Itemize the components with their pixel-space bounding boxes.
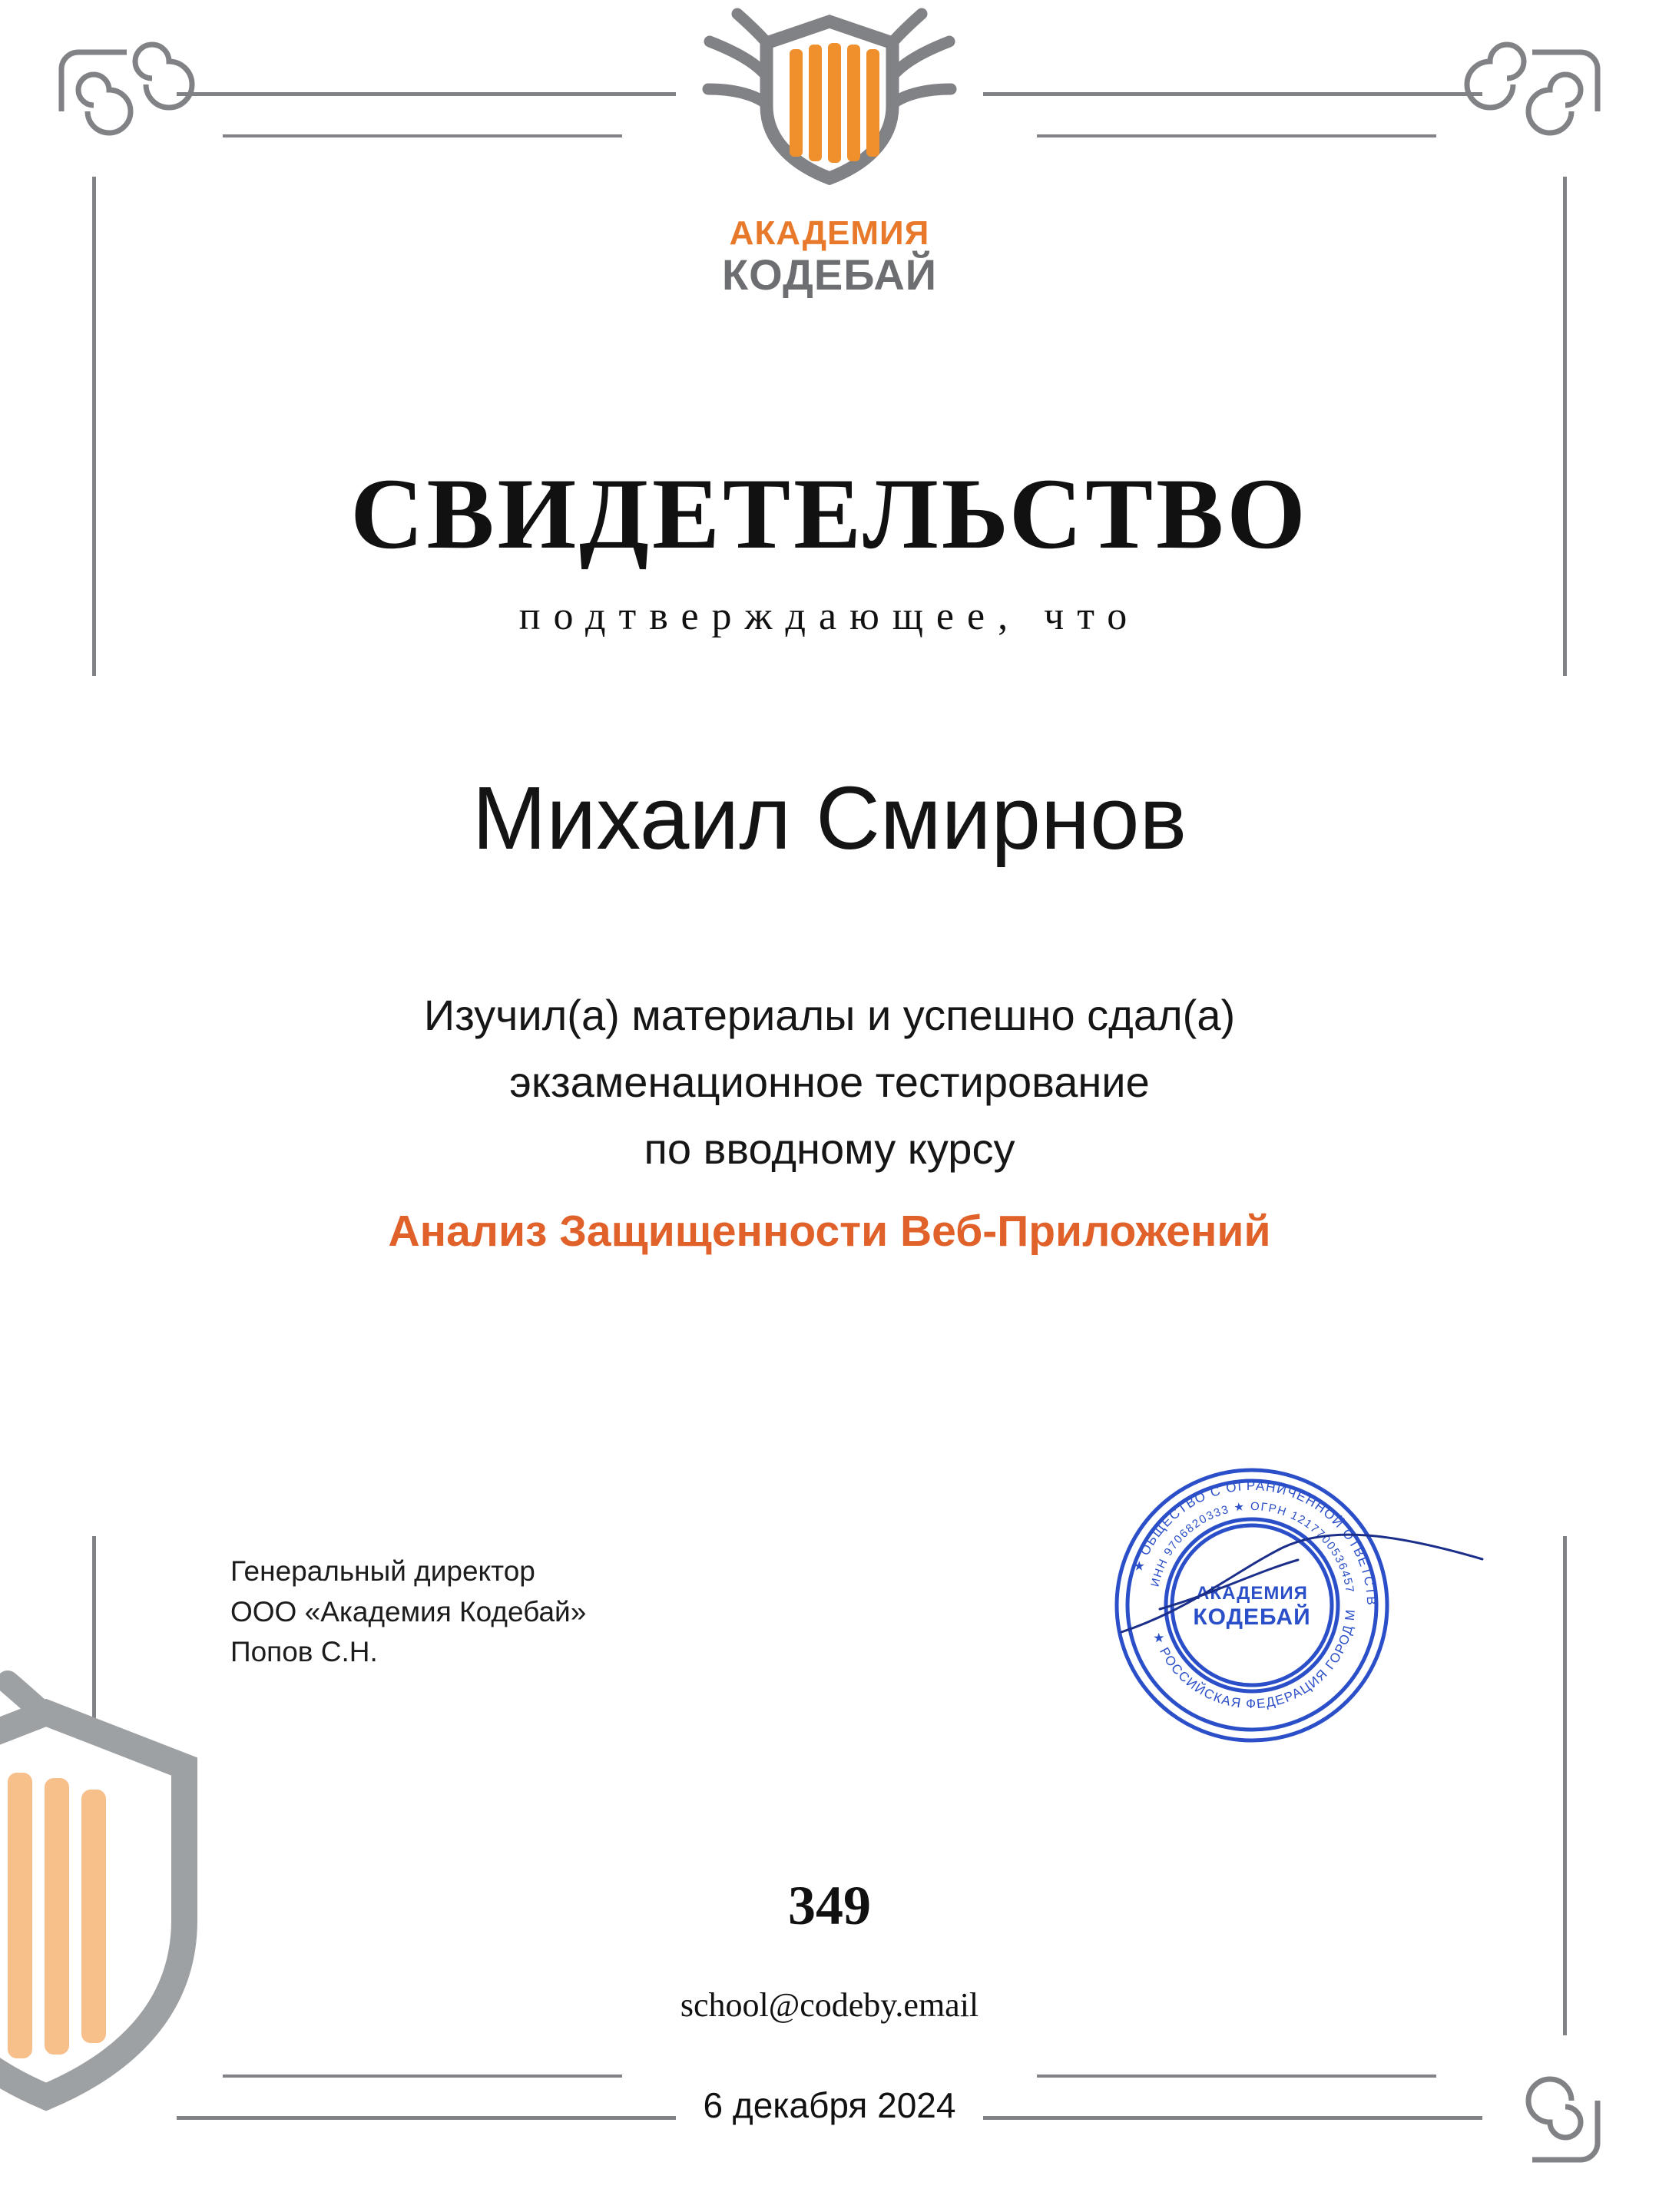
page-title: СВИДЕТЕЛЬСТВО <box>350 457 1309 570</box>
signatory-name: Попов С.Н. <box>230 1636 378 1668</box>
company-stamp-icon <box>1106 1459 1398 1751</box>
corner-ornament-icon <box>54 38 238 223</box>
signatory-role: Генеральный директор <box>230 1555 535 1587</box>
svg-text:КОДЕБАЙ: КОДЕБАЙ <box>1193 1604 1311 1630</box>
certificate-number: 349 <box>788 1875 871 1936</box>
certificate-body <box>0 982 1659 1259</box>
course-name: Анализ Защищенности Веб-Приложений <box>388 1206 1271 1256</box>
svg-text:ИНН 9706820333 ★ ОГРН 121770: ИНН 9706820333 ★ ОГРН 1217700536457 <box>1148 1499 1357 1595</box>
codeby-beetle-shield-icon <box>691 8 968 215</box>
svg-text:★ ОБЩЕСТВО С ОГРАНИЧЕННОЙ ОТВЕ: ★ ОБЩЕСТВО С ОГРАНИЧЕННОЙ ОТВЕТСТВ <box>1130 1478 1379 1607</box>
body-line-2: экзаменационное тестирование <box>509 1057 1150 1106</box>
recipient-name: Михаил Смирнов <box>472 767 1187 868</box>
logo-text-line-1: АКАДЕМИЯ <box>729 214 930 252</box>
svg-text:АКАДЕМИЯ: АКАДЕМИЯ <box>1196 1583 1308 1604</box>
logo-text-line-2: КОДЕБАЙ <box>721 250 938 299</box>
certificate-content <box>0 457 1659 1260</box>
page-subtitle: подтверждающее, что <box>518 594 1141 638</box>
watermark-beetle-icon <box>0 1667 399 2158</box>
signatory-block <box>230 1551 586 1673</box>
brand-logo <box>668 8 991 298</box>
corner-ornament-icon <box>1421 38 1605 223</box>
frame-line-top-left <box>177 92 676 96</box>
body-line-1: Изучил(а) материалы и успешно сдал(а) <box>423 991 1236 1040</box>
contact-email: school@codeby.email <box>680 1986 979 2024</box>
frame-inner-line-top-left <box>223 134 622 137</box>
body-line-3: по вводному курсу <box>644 1124 1015 1173</box>
svg-text:★ РОССИЙСКАЯ ФЕДЕРАЦИЯ ГОРОД М: ★ РОССИЙСКАЯ ФЕДЕРАЦИЯ ГОРОД М <box>1150 1608 1359 1711</box>
frame-inner-line-top-right <box>1037 134 1436 137</box>
signatory-company: ООО «Академия Кодебай» <box>230 1595 587 1628</box>
frame-line-top-right <box>983 92 1482 96</box>
issue-date: 6 декабря 2024 <box>703 2085 956 2125</box>
